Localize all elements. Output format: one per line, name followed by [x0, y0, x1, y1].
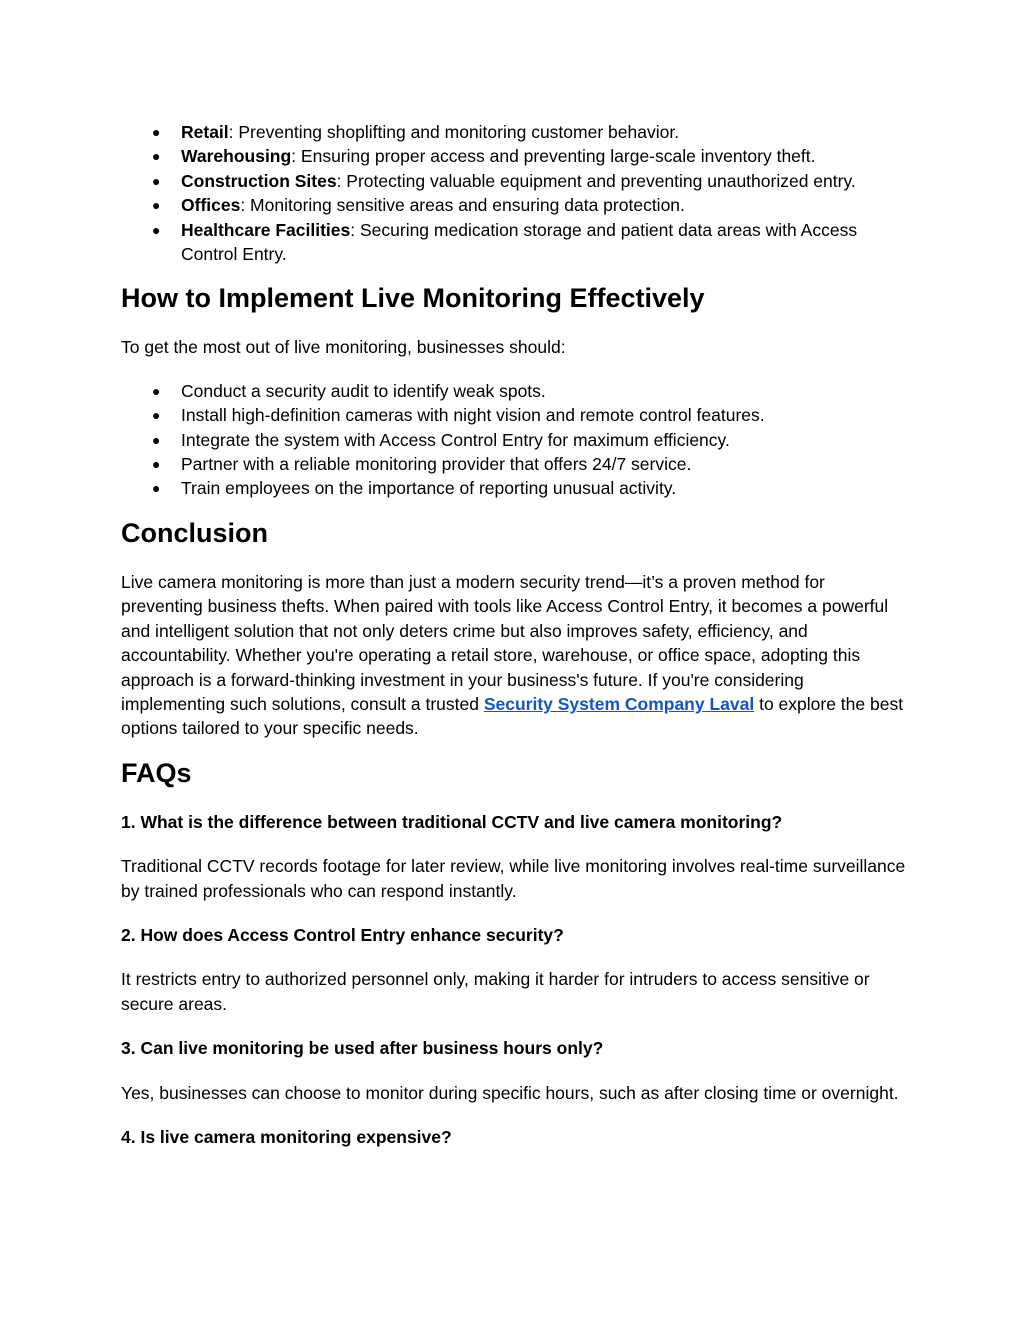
conclusion-heading: Conclusion	[121, 517, 268, 548]
implement-heading: How to Implement Live Monitoring Effectively	[121, 283, 705, 314]
document-page	[121, 118, 911, 1149]
implement-intro: To get the most out of live monitoring, businesses should:	[121, 337, 566, 358]
list-item	[121, 403, 911, 427]
industry-desc: : Monitoring sensitive areas and ensuring data protection.	[240, 195, 685, 216]
industry-desc: : Protecting valuable equipment and preventing unauthorized entry.	[336, 170, 856, 191]
bullet-icon: ●	[152, 382, 161, 399]
conclusion-paragraph	[121, 570, 911, 741]
faq-question-3: 3. Can live monitoring be used after business hours only?	[121, 1038, 604, 1059]
bullet-icon: ●	[152, 197, 161, 214]
faq-question-1: 1. What is the difference between traditional CCTV and live camera monitoring?	[121, 811, 783, 832]
implement-steps-list	[121, 379, 911, 501]
step-text: Integrate the system with Access Control Entry for maximum efficiency.	[181, 429, 730, 450]
industry-term: Construction Sites	[181, 170, 337, 191]
faq-question-4: 4. Is live camera monitoring expensive?	[121, 1126, 452, 1147]
bullet-icon: ●	[152, 148, 161, 165]
industry-desc: : Preventing shoplifting and monitoring customer behavior.	[228, 122, 680, 142]
list-item	[121, 120, 911, 144]
bullet-icon: ●	[152, 456, 161, 473]
conclusion-text-before: Live camera monitoring is more than just a modern security trend—it’s a proven method for preventing business thefts. When paired with tools like Access Control Entry, it becomes a powerful and intelligent solution that not only deters crime but also improves safety, efficiency, and accountability. Whether you're operating a retail store, warehouse, or office space, adopting this approach is a forward-thinking investment in your business's future. If you're considering implementing such solutions, consult a trusted	[121, 571, 889, 714]
bullet-icon: ●	[152, 407, 161, 424]
step-text: Conduct a security audit to identify weak spots.	[181, 380, 546, 401]
list-item	[121, 193, 911, 217]
list-item	[121, 428, 911, 452]
conclusion-text-after: to explore the best options tailored to your specific needs.	[121, 693, 904, 739]
step-text: Install high-definition cameras with night vision and remote control features.	[181, 405, 765, 426]
industry-term: Retail	[181, 122, 229, 142]
bullet-icon: ●	[152, 172, 161, 189]
list-item	[121, 144, 911, 168]
faq-answer-2: It restricts entry to authorized personnel only, making it harder for intruders to access sensitive or secure areas.	[121, 969, 870, 1014]
security-company-link[interactable]: Security System Company Laval	[483, 693, 755, 714]
faqs-heading: FAQs	[121, 757, 192, 788]
industry-term: Warehousing	[181, 146, 292, 167]
faq-answer-3: Yes, businesses can choose to monitor during specific hours, such as after closing time or overnight.	[121, 1082, 899, 1103]
bullet-icon: ●	[152, 431, 161, 448]
list-item	[121, 169, 911, 193]
faq-answer-1: Traditional CCTV records footage for later review, while live monitoring involves real-time surveillance by trained professionals who can respond instantly.	[121, 856, 906, 901]
step-text: Train employees on the importance of reporting unusual activity.	[181, 478, 677, 499]
industry-desc: : Ensuring proper access and preventing large-scale inventory theft.	[291, 146, 816, 167]
list-item	[121, 218, 911, 267]
bullet-icon: ●	[152, 221, 161, 238]
bullet-icon: ●	[152, 124, 161, 140]
step-text: Partner with a reliable monitoring provider that offers 24/7 service.	[181, 454, 692, 475]
industry-term: Offices	[181, 195, 241, 216]
bullet-icon: ●	[152, 480, 161, 497]
list-item	[121, 379, 911, 403]
list-item	[121, 452, 911, 476]
faq-question-2: 2. How does Access Control Entry enhance security?	[121, 924, 564, 945]
industry-list	[121, 120, 911, 266]
industry-desc: : Securing medication storage and patient data areas with Access Control Entry.	[181, 219, 858, 265]
industry-term: Healthcare Facilities	[181, 219, 351, 240]
list-item	[121, 476, 911, 500]
